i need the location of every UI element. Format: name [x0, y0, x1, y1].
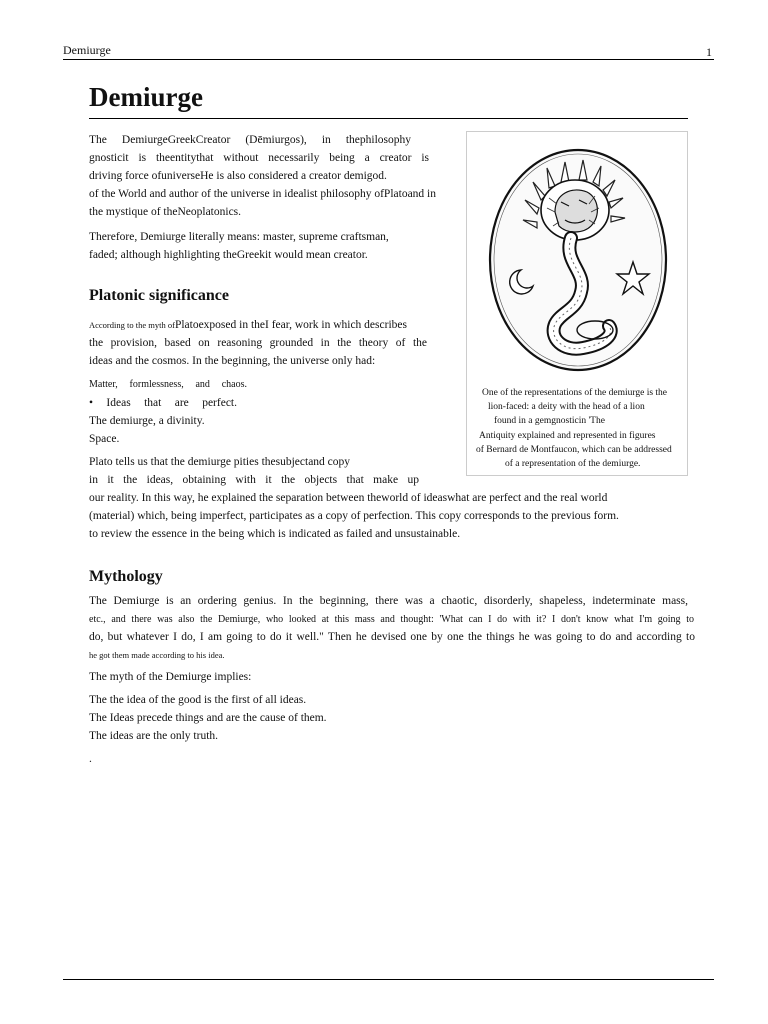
- figure-caption-line-3: found in a gemgnosticin 'The: [494, 416, 605, 426]
- figure-caption-line-4: Antiquity explained and represented in figures: [479, 431, 656, 441]
- platonic-p1-line-2: the provision, based on reasoning grounded in the theory of the: [89, 337, 427, 349]
- mythology-implies: The myth of the Demiurge implies:: [89, 671, 252, 683]
- platonic-list-item-4: Space.: [89, 433, 120, 445]
- intro2-line-2: faded; although highlighting theGreekit would mean creator.: [89, 249, 368, 261]
- mythology-p1-line-2: etc., and there was also the Demiurge, who looked at this mass and thought: 'What can I do with it? I don't know what I'm going to: [89, 614, 694, 625]
- mythology-item-3: The ideas are the only truth.: [89, 730, 219, 742]
- platonic-p1-line-1: [89, 318, 407, 333]
- intro-line-4: of the World and author of the universe in idealist philosophy ofPlatoand in: [89, 188, 436, 200]
- footer-rule: [63, 979, 714, 980]
- demiurge-gem-illustration: [483, 142, 673, 382]
- section-heading-mythology: Mythology: [89, 568, 163, 585]
- platonic-p1-rest: Platoexposed in theI fear, work in which describes: [174, 319, 407, 331]
- intro-line-1: The DemiurgeGreekCreator (Dēmiurgos), in thephilosophy: [89, 134, 411, 146]
- platonic-list-item-2: • Ideas that are perfect.: [89, 397, 237, 409]
- platonic-p2-line-4: (material) which, being imperfect, participates as a copy of perfection. This copy corresponds to the previous form.: [89, 510, 619, 522]
- intro-line-2: [89, 151, 429, 166]
- running-header: [63, 42, 714, 60]
- mythology-p1-line-3: do, but whatever I do, I am going to do it well." Then he devised one by one the things he was going to do and according to: [89, 631, 695, 643]
- page-number: 1: [706, 45, 712, 59]
- intro-line-3: driving force ofuniverseHe is also considered a creator demigod.: [89, 170, 387, 182]
- figure-box: [466, 131, 688, 476]
- figure-caption-line-5: of Bernard de Montfaucon, which can be addressed: [476, 445, 672, 455]
- mythology-item-2: The Ideas precede things and are the cause of them.: [89, 712, 327, 724]
- mythology-trailing: .: [89, 753, 92, 765]
- intro2-line-1: Therefore, Demiurge literally means: master, supreme craftsman,: [89, 231, 389, 243]
- article-title: Demiurge: [89, 80, 688, 119]
- figure-caption-line-6: of a representation of the demiurge.: [505, 459, 641, 469]
- running-header-title: Demiurge: [63, 43, 111, 57]
- figure-caption-line-2: lion-faced: a deity with the head of a lion: [488, 402, 645, 412]
- mythology-p1-line-4: he got them made according to his idea.: [89, 650, 225, 660]
- mythology-p1-line-1: The Demiurge is an ordering genius. In the beginning, there was a chaotic, disorderly, shapeless, indeterminate mass,: [89, 595, 688, 607]
- intro-line-5: the mystique of theNeoplatonics.: [89, 206, 242, 218]
- platonic-p1-small: According to the myth of: [89, 320, 175, 330]
- mythology-item-1: The the idea of the good is the first of all ideas.: [89, 694, 307, 706]
- platonic-p2-line-5: to review the essence in the being which is indicated as failed and unsustainable.: [89, 528, 461, 540]
- figure-caption-line-1: One of the representations of the demiurge is the: [482, 388, 668, 398]
- platonic-list-item-1: Matter, formlessness, and chaos.: [89, 379, 247, 390]
- section-heading-platonic: Platonic significance: [89, 287, 229, 304]
- intro-line-2-text: gnosticit is theentitythat without necessarily being a creator is: [89, 152, 429, 164]
- platonic-p2-line-2: in it the ideas, obtaining with it the objects that make up: [89, 474, 419, 486]
- platonic-p2-line-1: Plato tells us that the demiurge pities thesubjectand copy: [89, 456, 351, 468]
- platonic-p1-line-3: ideas and the cosmos. In the beginning, the universe only had:: [89, 355, 376, 367]
- platonic-p2-line-3: our reality. In this way, he explained the separation between theworld of ideaswhat are perfect and the real world: [89, 492, 608, 504]
- platonic-list-item-3: The demiurge, a divinity.: [89, 415, 205, 427]
